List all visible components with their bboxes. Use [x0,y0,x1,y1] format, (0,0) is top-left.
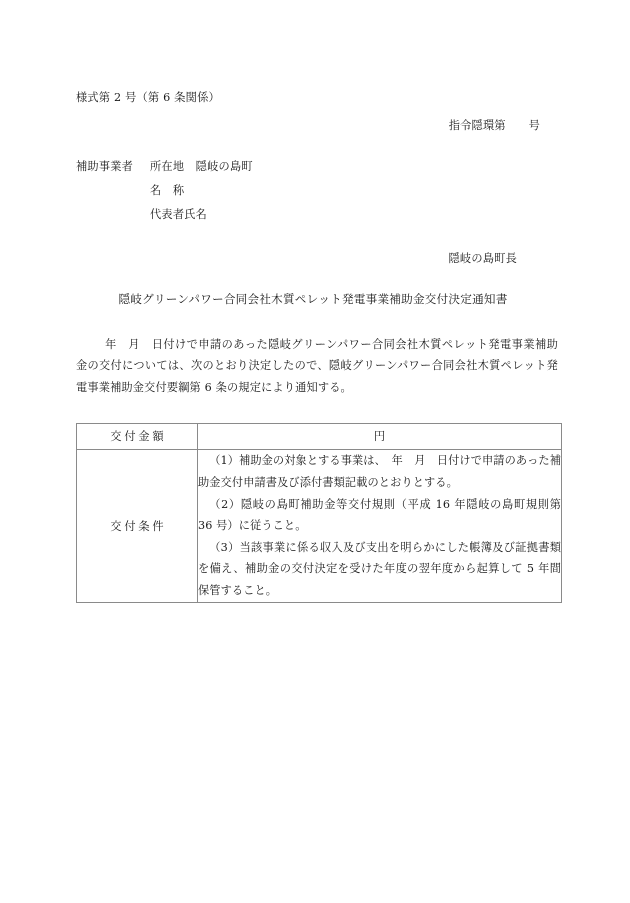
condition-item-1: （1）補助金の対象とする事業は、 年 月 日付けで申請のあった補助金交付申請書及び添付書類記載のとおりとする。 [198,454,561,489]
grant-table-wrap [76,423,561,602]
addressee-address-line [76,161,558,172]
document-body [76,91,561,603]
document-number: 指令隠環第 号 [448,119,540,133]
amount-label: 交付金額 [110,430,167,444]
condition-item-2: （2）隠岐の島町補助金等交付規則（平成 16 年隠岐の島町規則第 36 号）に従うこと。 [198,497,561,533]
conditions-label: 交付条件 [77,450,198,602]
addressee-block [76,161,558,220]
addressee-name-line [76,185,558,196]
addressee-name-label: 名 称 [150,184,185,198]
table-row-conditions [77,450,562,602]
addressee-representative-line [76,209,558,220]
addressee-address-label: 所在地 [150,160,185,174]
document-title: 隠岐グリーンパワー合同会社木質ペレット発電事業補助金交付決定通知書 [118,292,508,307]
addressee-address-value: 隠岐の島町 [195,160,253,174]
body-paragraph: 年 月 日付けで申請のあった隠岐グリーンパワー合同会社木質ペレット発電事業補助金の交付については、次のとおり決定したので、隠岐グリーンパワー合同会社木質ペレット発電事業補助金交付要綱第 6 条の規定により通知する。 [76,337,558,394]
form-number: 様式第 2 号（第 6 条関係） [76,91,220,104]
amount-value-cell [198,424,562,450]
issuer-name: 隠岐の島町長 [448,252,517,266]
amount-label-cell [77,424,198,450]
condition-item-3: （3）当該事業に係る収入及び支出を明らかにした帳簿及び証拠書類を備え、補助金の交付決定を受けた年度の翌年度から起算して 5 年間保管すること。 [198,540,561,597]
addressee-party-label: 補助事業者 [76,160,134,174]
conditions-cell [198,450,562,602]
addressee-representative-label: 代表者氏名 [150,207,208,221]
grant-table [76,423,562,602]
table-row-amount [77,424,562,450]
amount-unit: 円 [373,430,386,444]
